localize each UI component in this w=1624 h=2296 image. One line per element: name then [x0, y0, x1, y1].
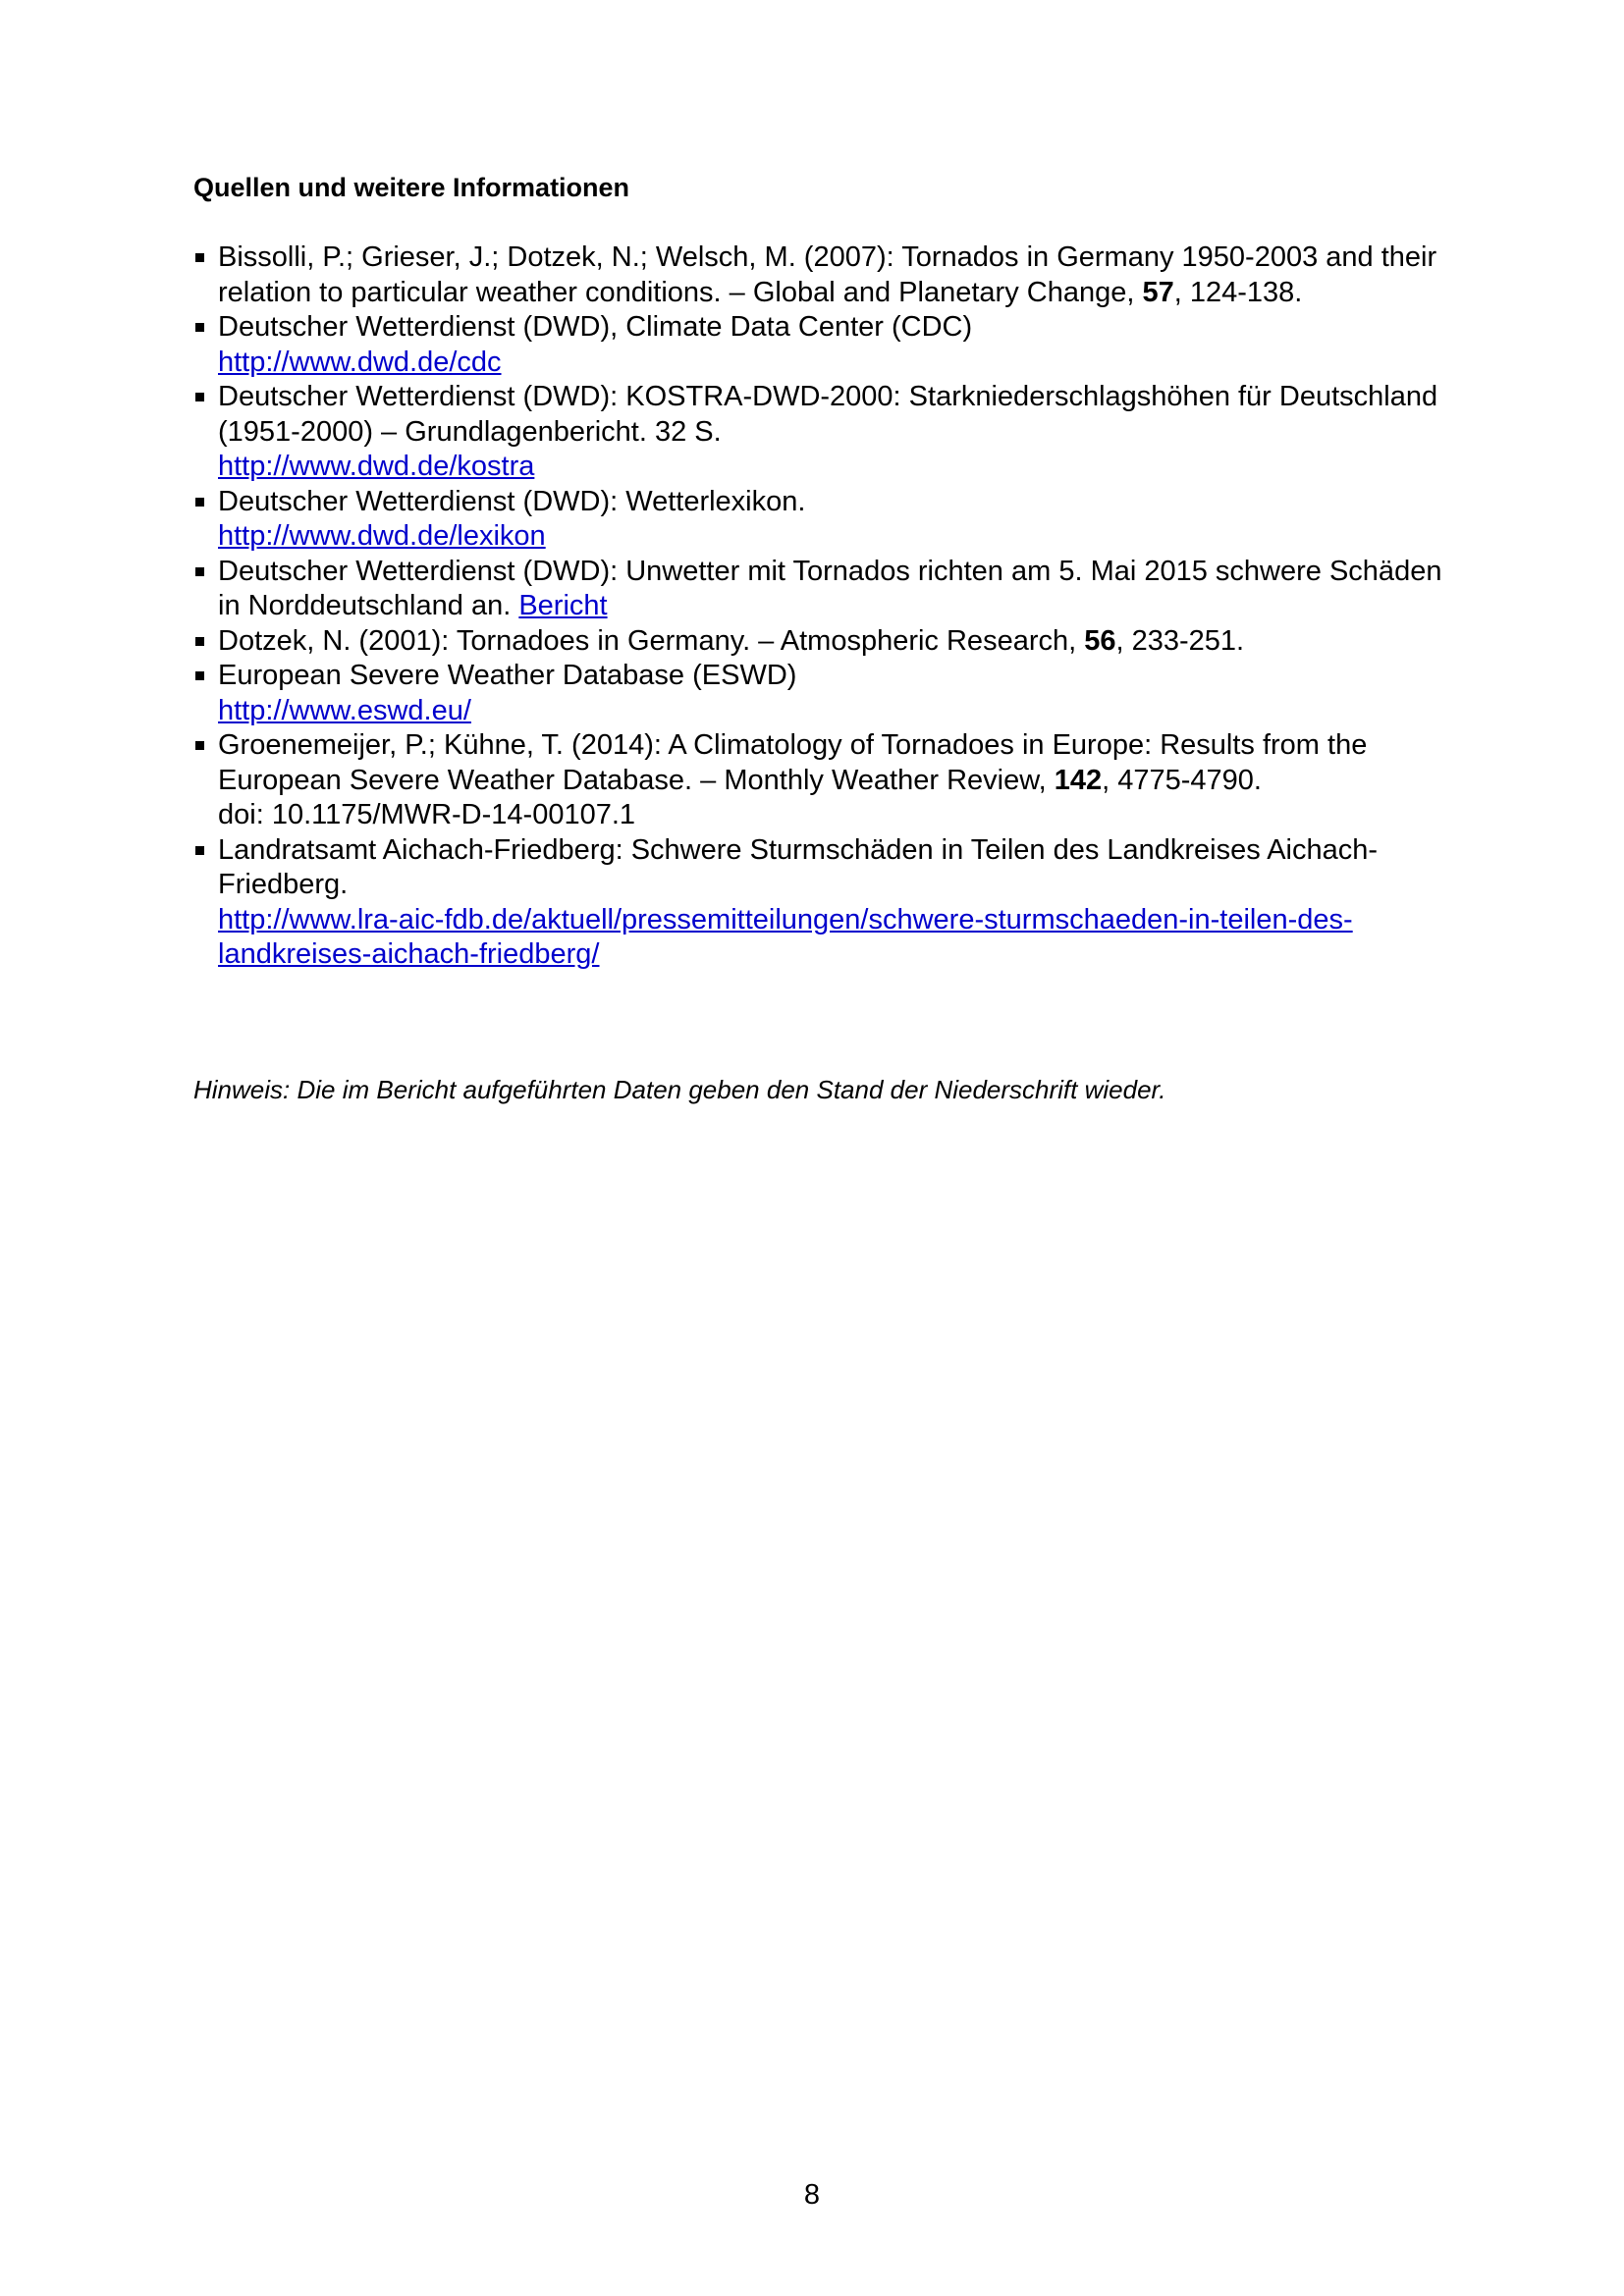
page-number: 8 — [803, 2179, 821, 2211]
reference-volume: 56 — [1084, 624, 1116, 657]
square-bullet-icon — [195, 637, 204, 646]
reference-volume: 142 — [1054, 764, 1103, 796]
reference-link[interactable]: http://www.dwd.de/kostra — [218, 451, 535, 482]
square-bullet-icon — [195, 323, 204, 332]
reference-volume: 57 — [1142, 276, 1174, 308]
reference-item — [193, 485, 1460, 555]
reference-link[interactable]: http://www.dwd.de/lexikon — [218, 520, 546, 552]
note-text: Hinweis: Die im Bericht aufgeführten Daten geben den Stand der Niederschrift wieder. — [193, 1075, 1166, 1104]
reference-text: Deutscher Wetterdienst (DWD): KOSTRA-DWD-2000: Starkniederschlagshöhen für Deutschland (1951-2000) – Grundlagenbericht. 32 S. — [218, 381, 1438, 448]
reference-item — [193, 555, 1460, 624]
reference-item — [193, 659, 1460, 728]
square-bullet-icon — [195, 567, 204, 576]
reference-text: doi: 10.1175/MWR-D-14-00107.1 — [218, 799, 636, 830]
reference-text: , 233-251. — [1115, 624, 1245, 657]
reference-item — [193, 310, 1460, 380]
square-bullet-icon — [195, 741, 204, 750]
square-bullet-icon — [195, 671, 204, 680]
reference-item — [193, 624, 1460, 660]
reference-text: Groenemeijer, P.; Kühne, T. (2014): A Climatology of Tornadoes in Europe: Results from the European Severe Weather Database. – Monthly Weather Review, — [218, 729, 1368, 796]
reference-text: Dotzek, N. (2001): Tornadoes in Germany. – Atmospheric Research, — [218, 624, 1085, 657]
reference-text: Deutscher Wetterdienst (DWD), Climate Data Center (CDC) — [218, 311, 973, 343]
reference-link[interactable]: http://www.lra-aic-fdb.de/aktuell/pressemitteilungen/schwere-sturmschaeden-in-teilen-des-landkreises-aichach-friedberg/ — [218, 903, 1353, 970]
reference-link[interactable]: http://www.eswd.eu/ — [218, 694, 471, 726]
square-bullet-icon — [195, 498, 204, 507]
section-heading: Quellen und weitere Informationen — [193, 173, 630, 202]
reference-link[interactable]: http://www.dwd.de/cdc — [218, 346, 502, 378]
reference-link[interactable]: Bericht — [518, 590, 608, 621]
square-bullet-icon — [195, 846, 204, 855]
square-bullet-icon — [195, 393, 204, 401]
reference-item — [193, 380, 1460, 485]
reference-text: , 4775-4790. — [1102, 764, 1262, 796]
reference-text: Landratsamt Aichach-Friedberg: Schwere Sturmschäden in Teilen des Landkreises Aichach-Friedberg. — [218, 833, 1379, 900]
reference-text: Bissolli, P.; Grieser, J.; Dotzek, N.; Welsch, M. (2007): Tornados in Germany 1950-2003 and their relation to particular weather conditions. – Global and Planetary Change, — [218, 241, 1437, 308]
reference-text: , 124-138. — [1173, 276, 1303, 308]
reference-list — [193, 240, 1460, 973]
reference-item — [193, 833, 1460, 973]
reference-text: Deutscher Wetterdienst (DWD): Unwetter mit Tornados richten am 5. Mai 2015 schwere Schäden in Norddeutschland an. — [218, 555, 1442, 621]
reference-item — [193, 240, 1460, 310]
reference-item — [193, 728, 1460, 833]
reference-text: Deutscher Wetterdienst (DWD): Wetterlexikon. — [218, 485, 806, 517]
square-bullet-icon — [195, 253, 204, 262]
reference-text: European Severe Weather Database (ESWD) — [218, 660, 797, 691]
